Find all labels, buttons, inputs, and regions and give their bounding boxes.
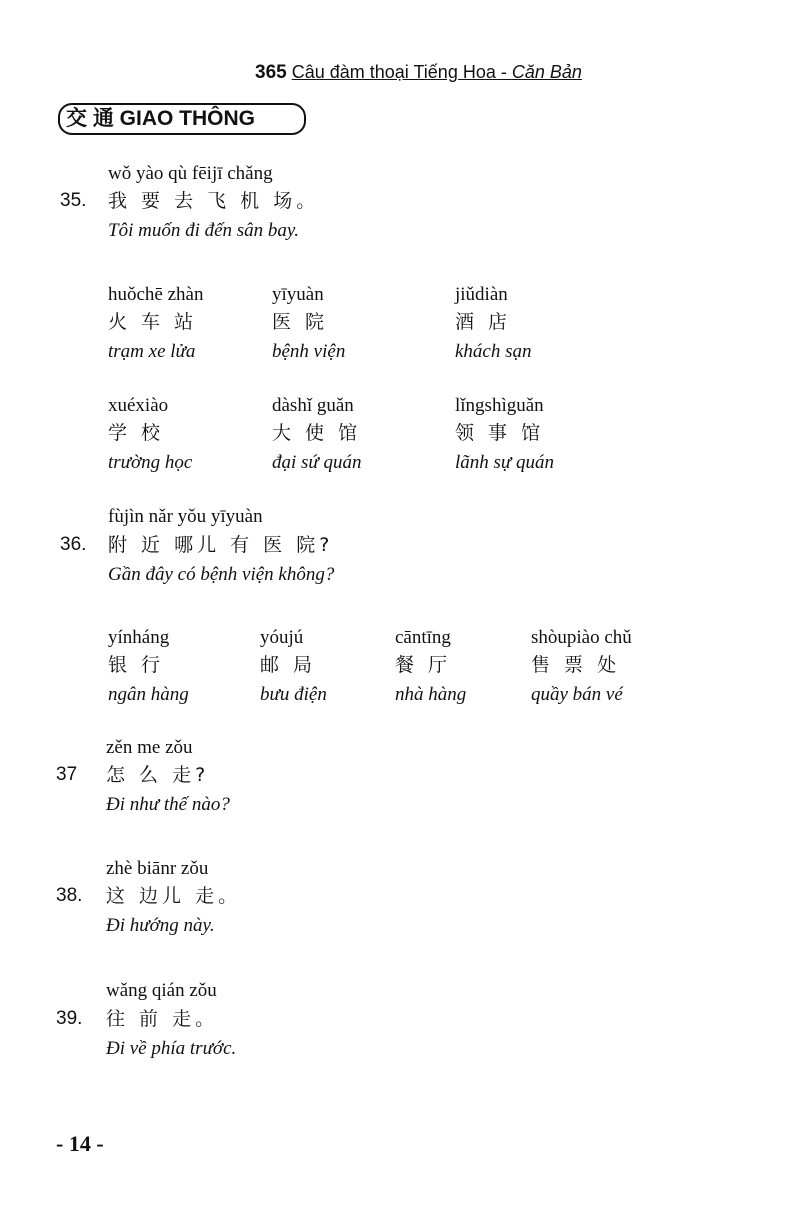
- vocab-vietnamese: lãnh sự quán: [455, 452, 555, 473]
- vocab-pinyin: xuéxiào: [108, 395, 169, 416]
- entry-chinese: 我 要 去 飞 机 场。: [108, 190, 320, 212]
- vocab-vietnamese: nhà hàng: [395, 684, 467, 705]
- vocab-pinyin: yóujú: [260, 627, 304, 648]
- entry-vietnamese: Đi về phía trước.: [106, 1038, 237, 1059]
- vocab-pinyin: lǐngshìguǎn: [455, 395, 544, 416]
- entry-pinyin: zěn me zǒu: [106, 737, 193, 758]
- entry-pinyin: zhè biānr zǒu: [106, 858, 209, 879]
- entry-vietnamese: Đi như thế nào?: [106, 794, 230, 815]
- entry-vietnamese: Gần đây có bệnh viện không?: [108, 564, 335, 585]
- vocab-vietnamese: trường học: [108, 452, 193, 473]
- vocab-vietnamese: trạm xe lửa: [108, 341, 196, 362]
- section-title: 交 通 GIAO THÔNG: [58, 103, 306, 135]
- vocab-vietnamese: quầy bán vé: [531, 684, 623, 705]
- vocab-chinese: 银 行: [108, 654, 165, 676]
- vocab-vietnamese: ngân hàng: [108, 684, 189, 705]
- vocab-pinyin: yínháng: [108, 627, 170, 648]
- header-number: 365: [255, 62, 287, 83]
- entry-number: 36.: [60, 534, 87, 555]
- entry-vietnamese: Đi hướng này.: [106, 915, 215, 936]
- vocab-pinyin: dàshǐ guǎn: [272, 395, 354, 416]
- vocab-pinyin: cāntīng: [395, 627, 451, 648]
- vocab-chinese: 大 使 馆: [272, 422, 362, 444]
- running-header: [255, 60, 582, 85]
- header-title-text: Câu đàm thoại Tiếng Hoa -: [291, 62, 512, 82]
- entry-number: 37: [56, 764, 78, 785]
- entry-number: 35.: [60, 190, 87, 211]
- header-title: [292, 62, 582, 82]
- vocab-chinese: 火 车 站: [108, 311, 198, 333]
- entry-vietnamese: Tôi muốn đi đến sân bay.: [108, 220, 300, 241]
- vocab-chinese: 酒 店: [455, 311, 512, 333]
- header-subtitle: Căn Bản: [511, 62, 582, 82]
- vocab-chinese: 领 事 馆: [455, 422, 545, 444]
- entry-chinese: 附 近 哪儿 有 医 院?: [108, 534, 334, 556]
- vocab-pinyin: shòupiào chǔ: [531, 627, 632, 648]
- vocab-pinyin: huǒchē zhàn: [108, 284, 204, 305]
- entry-chinese: 怎 么 走?: [106, 764, 210, 786]
- entry-pinyin: fùjìn nǎr yǒu yīyuàn: [108, 506, 263, 527]
- entry-number: 39.: [56, 1008, 83, 1029]
- vocab-chinese: 医 院: [272, 311, 329, 333]
- entry-chinese: 这 边儿 走。: [106, 885, 242, 907]
- vocab-vietnamese: khách sạn: [455, 341, 532, 362]
- vocab-chinese: 餐 厅: [395, 654, 452, 676]
- entry-pinyin: wǒ yào qù fēijī chǎng: [108, 163, 273, 184]
- vocab-vietnamese: đại sứ quán: [272, 452, 362, 473]
- vocab-chinese: 学 校: [108, 422, 165, 444]
- vocab-vietnamese: bệnh viện: [272, 341, 346, 362]
- entry-chinese: 往 前 走。: [106, 1008, 219, 1030]
- vocab-vietnamese: bưu điện: [260, 684, 327, 705]
- vocab-chinese: 邮 局: [260, 654, 317, 676]
- page-number: - 14 -: [56, 1131, 104, 1156]
- vocab-chinese: 售 票 处: [531, 654, 621, 676]
- vocab-pinyin: jiǔdiàn: [455, 284, 508, 305]
- entry-pinyin: wǎng qián zǒu: [106, 980, 217, 1001]
- vocab-pinyin: yīyuàn: [272, 284, 324, 305]
- entry-number: 38.: [56, 885, 83, 906]
